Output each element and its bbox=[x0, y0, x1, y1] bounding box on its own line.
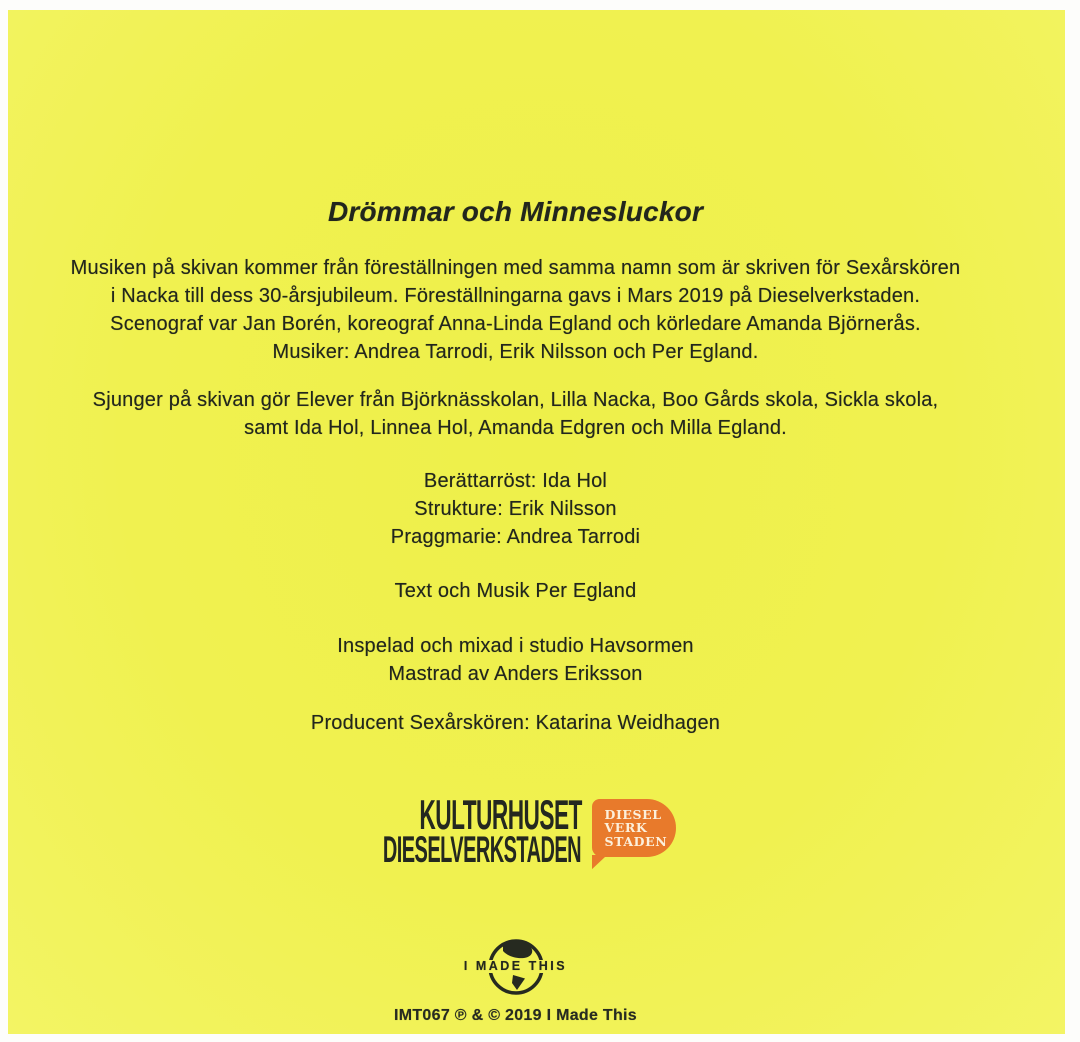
text-line: i Nacka till dess 30-årsjubileum. Föreställningarna gavs i Mars 2019 på Dieselverkstaden. bbox=[110, 285, 921, 307]
bubble-line: STADEN bbox=[604, 833, 668, 849]
credit-line: Mastrad av Anders Eriksson bbox=[388, 663, 643, 685]
credit-line: Praggmarie: Andrea Tarrodi bbox=[390, 526, 641, 548]
dieselverkstaden-speech-bubble-icon bbox=[592, 799, 676, 857]
speech-bubble-tail bbox=[592, 855, 608, 870]
text-line: Scenograf var Jan Borén, koreograf Anna-Linda Egland och körledare Amanda Björnerås. bbox=[110, 313, 921, 335]
cd-insert-sheet bbox=[8, 10, 1065, 1034]
liner-notes bbox=[8, 10, 1065, 1025]
album-title: Drömmar och Minnesluckor bbox=[327, 196, 704, 227]
text-line: Sjunger på skivan gör Elever från Björknässkolan, Lilla Nacka, Boo Gårds skola, Sickla skola, bbox=[92, 389, 939, 411]
text-line: Musiken på skivan kommer från föreställningen med samma namn som är skriven för Sexårskören bbox=[70, 257, 961, 279]
credits-roles bbox=[8, 467, 1023, 551]
credit-line: Berättarröst: Ida Hol bbox=[423, 470, 608, 492]
kulturhuset-logo-line1: KULTURHUSET bbox=[419, 791, 582, 838]
kulturhuset-logo-line2: DIESELVERKSTADEN bbox=[383, 829, 582, 870]
i-made-this-globe-logo bbox=[431, 935, 601, 999]
kulturhuset-dieselverkstaden-logo bbox=[8, 791, 1023, 877]
text-line: Musiker: Andrea Tarrodi, Erik Nilsson och Per Egland. bbox=[272, 341, 759, 363]
credit-line: Strukture: Erik Nilsson bbox=[414, 498, 617, 520]
credit-producer: Producent Sexårskören: Katarina Weidhagen bbox=[310, 712, 721, 734]
kulturhuset-logo-text bbox=[356, 791, 582, 870]
text-line: samt Ida Hol, Linnea Hol, Amanda Edgren och Milla Egland. bbox=[244, 417, 787, 439]
catalog-copyright-line: IMT067 ℗ & © 2019 I Made This bbox=[393, 1007, 638, 1024]
credit-line: Inspelad och mixad i studio Havsormen bbox=[337, 635, 694, 657]
credit-text-musik: Text och Musik Per Egland bbox=[394, 580, 637, 602]
bubble-line: VERK bbox=[604, 820, 648, 836]
i-made-this-logo-text: I MADE THIS bbox=[463, 959, 568, 973]
credits-studio bbox=[8, 632, 1023, 688]
paragraph-singers bbox=[8, 386, 1023, 442]
bubble-line: DIESEL bbox=[604, 806, 662, 822]
paragraph-production bbox=[8, 254, 1023, 366]
